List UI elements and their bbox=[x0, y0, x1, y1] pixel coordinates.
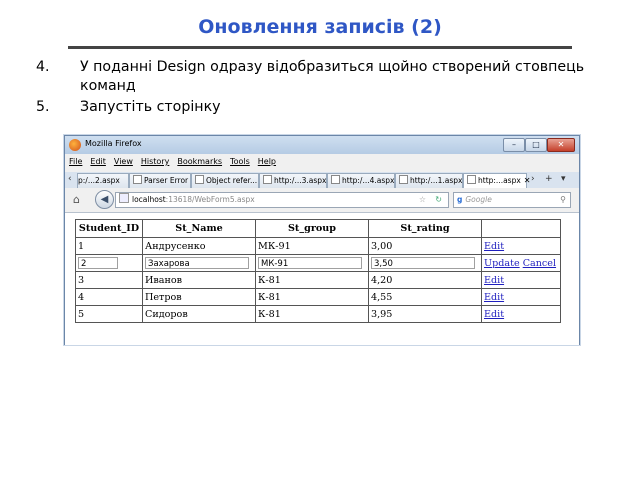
header-st-group: St_group bbox=[256, 220, 369, 238]
menu-tools[interactable]: Tools bbox=[230, 157, 250, 166]
bullet-number: 4. bbox=[36, 59, 50, 75]
menu-file[interactable]: File bbox=[69, 157, 83, 166]
tab-label: http:...aspx bbox=[478, 176, 521, 185]
title-underline bbox=[68, 46, 572, 49]
bullet-item bbox=[36, 58, 596, 96]
url-host: localhost bbox=[132, 195, 166, 204]
group-edit-field[interactable]: МК-91 bbox=[258, 257, 362, 269]
tab-label: Parser Error bbox=[144, 176, 189, 185]
cell-id-edit bbox=[76, 255, 143, 272]
cell-name-edit bbox=[143, 255, 256, 272]
edit-link[interactable]: Edit bbox=[484, 308, 505, 320]
menu-bar bbox=[65, 156, 579, 170]
slide-title: Оновлення записів (2) bbox=[198, 16, 442, 38]
id-edit-field[interactable]: 2 bbox=[78, 257, 118, 269]
cell-command bbox=[482, 306, 561, 323]
edit-link[interactable]: Edit bbox=[484, 240, 505, 252]
tab-2aspx[interactable] bbox=[77, 173, 129, 188]
cell-rating: 4,55 bbox=[369, 289, 482, 306]
tab-scroll-right-icon[interactable]: › bbox=[531, 174, 535, 184]
cell-id: 3 bbox=[76, 272, 143, 289]
browser-window bbox=[64, 135, 580, 345]
tab-4aspx[interactable] bbox=[327, 173, 395, 188]
bullet-text: У поданні Design одразу відобразиться щойно створений стовпець команд bbox=[80, 59, 585, 94]
tab-active[interactable] bbox=[463, 173, 531, 188]
new-tab-icon[interactable]: + bbox=[545, 174, 553, 184]
cell-name: Петров bbox=[143, 289, 256, 306]
header-commands bbox=[482, 220, 561, 238]
cell-command bbox=[482, 289, 561, 306]
header-st-rating: St_rating bbox=[369, 220, 482, 238]
edit-link[interactable]: Edit bbox=[484, 291, 505, 303]
navigation-bar bbox=[65, 190, 579, 210]
tab-3aspx[interactable] bbox=[259, 173, 327, 188]
tab-label: http:/...4.aspx bbox=[342, 176, 395, 185]
cancel-link[interactable]: Cancel bbox=[522, 257, 557, 269]
search-placeholder: Google bbox=[465, 195, 492, 204]
page-icon bbox=[331, 175, 340, 184]
menu-edit[interactable]: Edit bbox=[90, 157, 106, 166]
search-input[interactable] bbox=[453, 192, 571, 208]
table-row bbox=[76, 306, 561, 323]
maximize-button[interactable]: □ bbox=[525, 138, 547, 152]
cell-rating: 3,00 bbox=[369, 238, 482, 255]
close-tab-icon[interactable]: ✕ bbox=[523, 176, 531, 185]
firefox-logo-icon bbox=[69, 139, 81, 151]
table-row bbox=[76, 289, 561, 306]
menu-view[interactable]: View bbox=[113, 157, 133, 166]
cell-id: 5 bbox=[76, 306, 143, 323]
menu-bookmarks[interactable]: Bookmarks bbox=[177, 157, 223, 166]
tab-object-reference[interactable] bbox=[191, 173, 259, 188]
header-st-name: St_Name bbox=[143, 220, 256, 238]
minimize-button[interactable]: – bbox=[503, 138, 525, 152]
cell-name: Сидоров bbox=[143, 306, 256, 323]
rating-edit-field[interactable]: 3,50 bbox=[371, 257, 475, 269]
cell-command bbox=[482, 272, 561, 289]
tab-label: p:/...2.aspx bbox=[78, 176, 120, 185]
bullet-text: Запустіть сторінку bbox=[80, 99, 221, 115]
page-icon bbox=[399, 175, 408, 184]
header-student-id: Student_ID bbox=[76, 220, 143, 238]
cell-group: К-81 bbox=[256, 306, 369, 323]
google-logo-icon[interactable]: g bbox=[457, 195, 463, 204]
page-icon bbox=[133, 175, 142, 184]
cell-command-edit bbox=[482, 255, 561, 272]
cell-group: К-81 bbox=[256, 289, 369, 306]
cell-rating: 4,20 bbox=[369, 272, 482, 289]
menu-history[interactable]: History bbox=[140, 157, 170, 166]
cell-name: Андрусенко bbox=[143, 238, 256, 255]
page-icon bbox=[195, 175, 204, 184]
bullet-number: 5. bbox=[36, 99, 50, 115]
table-row bbox=[76, 272, 561, 289]
update-link[interactable]: Update bbox=[484, 257, 520, 269]
page-content bbox=[65, 212, 579, 345]
menu-help[interactable]: Help bbox=[257, 157, 277, 166]
cell-command bbox=[482, 238, 561, 255]
cell-group-edit bbox=[256, 255, 369, 272]
back-arrow-icon[interactable]: ◀ bbox=[95, 190, 114, 209]
cell-id: 4 bbox=[76, 289, 143, 306]
tab-label: http:/...3.aspx bbox=[274, 176, 327, 185]
tab-label: Object refer... bbox=[206, 176, 258, 185]
cell-id: 1 bbox=[76, 238, 143, 255]
bookmark-star-icon[interactable]: ☆ bbox=[418, 195, 426, 204]
tab-label: http:/...1.aspx bbox=[410, 176, 463, 185]
name-edit-field[interactable]: Захарова bbox=[145, 257, 249, 269]
table-row bbox=[76, 238, 561, 255]
tab-1aspx[interactable] bbox=[395, 173, 463, 188]
page-icon bbox=[263, 175, 272, 184]
table-header-row bbox=[76, 220, 561, 238]
table-row-editing bbox=[76, 255, 561, 272]
site-icon bbox=[119, 193, 129, 203]
cell-group: МК-91 bbox=[256, 238, 369, 255]
reload-icon[interactable]: ↻ bbox=[435, 195, 442, 204]
bullet-item bbox=[36, 98, 596, 117]
bullet-list bbox=[36, 58, 596, 119]
tab-parser-error[interactable] bbox=[129, 173, 191, 188]
cell-name: Иванов bbox=[143, 272, 256, 289]
edit-link[interactable]: Edit bbox=[484, 274, 505, 286]
url-path: :13618/WebForm5.aspx bbox=[165, 195, 255, 204]
cell-rating: 3,95 bbox=[369, 306, 482, 323]
page-icon bbox=[467, 175, 476, 184]
url-bar[interactable] bbox=[115, 192, 449, 208]
list-tabs-icon[interactable]: ▾ bbox=[561, 174, 566, 184]
students-gridview bbox=[75, 219, 561, 323]
tab-bar bbox=[65, 172, 579, 188]
search-icon[interactable]: ⚲ bbox=[560, 195, 566, 204]
close-window-button[interactable]: ✕ bbox=[547, 138, 575, 152]
cell-group: К-81 bbox=[256, 272, 369, 289]
window-titlebar[interactable] bbox=[65, 136, 579, 154]
tab-scroll-left-icon[interactable]: ‹ bbox=[68, 174, 72, 184]
home-icon[interactable]: ⌂ bbox=[73, 193, 80, 206]
cell-rating-edit bbox=[369, 255, 482, 272]
window-title: Mozilla Firefox bbox=[85, 139, 142, 148]
